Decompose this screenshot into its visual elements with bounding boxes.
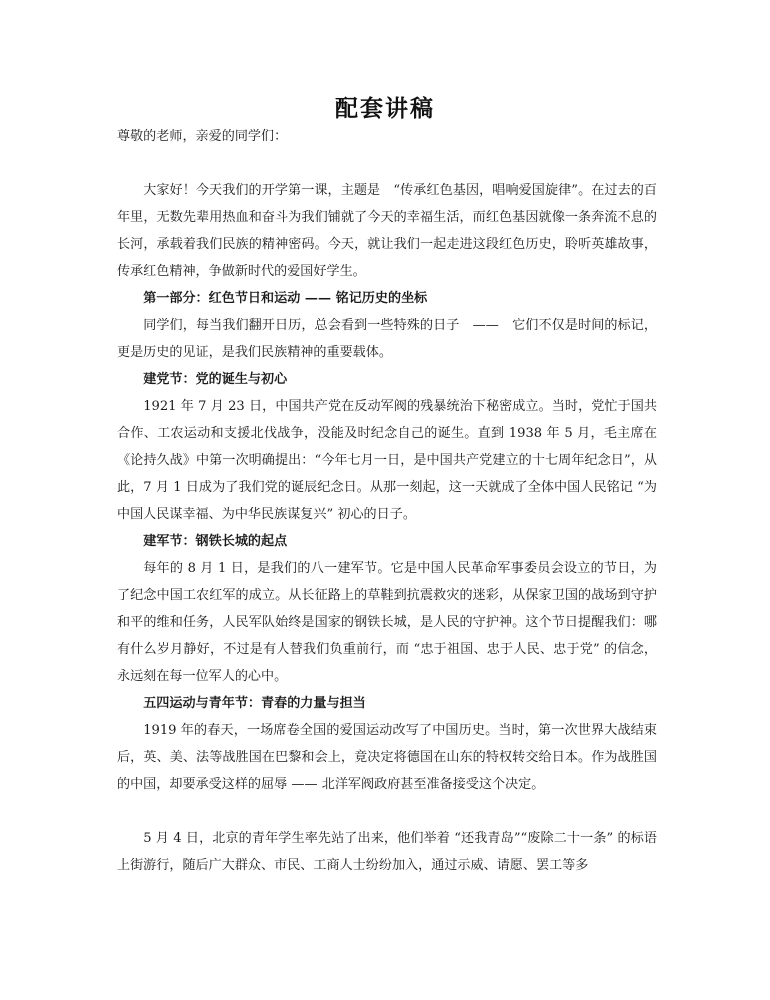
party-day-heading: 建党节：党的诞生与初心 — [143, 372, 288, 387]
part1-intro-paragraph: 同学们，每当我们翻开日历，总会看到一些特殊的日子 —— 它们不仅是时间的标记，更是历史的见证，是我们民族精神的重要载体。 — [117, 318, 657, 360]
army-day-heading: 建军节：钢铁长城的起点 — [143, 534, 288, 549]
army-day-paragraph: 每年的 8 月 1 日，是我们的八一建军节。它是中国人民革命军事委员会设立的节日，为了纪念中国工农红军的成立。从长征路上的草鞋到抗震救灾的迷彩，从保家卫国的战场到守护和平的维和任务，人民军队始终是国家的钢铁长城，是人民的守护神。这个节日提醒我们：哪有什么岁月静好，不过是有人替我们负重前行，而 “忠于祖国、忠于人民、忠于党” 的信念，永远刻在每一位军人的心中。 — [117, 561, 657, 684]
greeting: 尊敬的老师，亲爱的同学们： — [117, 129, 288, 144]
page-title: 配套讲稿 — [335, 95, 435, 122]
part1-heading: 第一部分：红色节日和运动 —— 铭记历史的坐标 — [143, 291, 428, 306]
document-body — [117, 123, 657, 879]
blank-line — [117, 150, 657, 177]
party-day-paragraph: 1921 年 7 月 23 日，中国共产党在反动军阀的残暴统治下秘密成立。当时，党忙于国共合作、工农运动和支援北伐战争，没能及时纪念自己的诞生。直到 1938 年 5 月，毛主席在《论持久战》中第一次明确提出：“今年七月一日，是中国共产党建立的十七周年纪念日”，从此，7 月 1 日成为了我们党的诞辰纪念日。从那一刻起，这一天就成了全体中国人民铭记 “为中国人民谋幸福、为中华民族谋复兴” 初心的日子。 — [117, 399, 657, 522]
intro-paragraph: 大家好！今天我们的开学第一课，主题是 “传承红色基因，唱响爱国旋律”。在过去的百年里，无数先辈用热血和奋斗为我们铺就了今天的幸福生活，而红色基因就像一条奔流不息的长河，承载着我们民族的精神密码。今天，就让我们一起走进这段红色历史，聆听英雄故事，传承红色精神，争做新时代的爱国好学生。 — [117, 183, 657, 279]
blank-line — [117, 798, 657, 825]
may4-heading: 五四运动与青年节：青春的力量与担当 — [143, 696, 366, 711]
may4-paragraph-2: 5 月 4 日，北京的青年学生率先站了出来，他们举着 “还我青岛”“废除二十一条” 的标语上街游行，随后广大群众、市民、工商人士纷纷加入，通过示威、请愿、罢工等多 — [117, 831, 657, 873]
may4-paragraph: 1919 年的春天，一场席卷全国的爱国运动改写了中国历史。当时，第一次世界大战结束后，英、美、法等战胜国在巴黎和会上，竟决定将德国在山东的特权转交给日本。作为战胜国的中国，却要承受这样的屈辱 —— 北洋军阀政府甚至准备接受这个决定。 — [117, 723, 657, 792]
